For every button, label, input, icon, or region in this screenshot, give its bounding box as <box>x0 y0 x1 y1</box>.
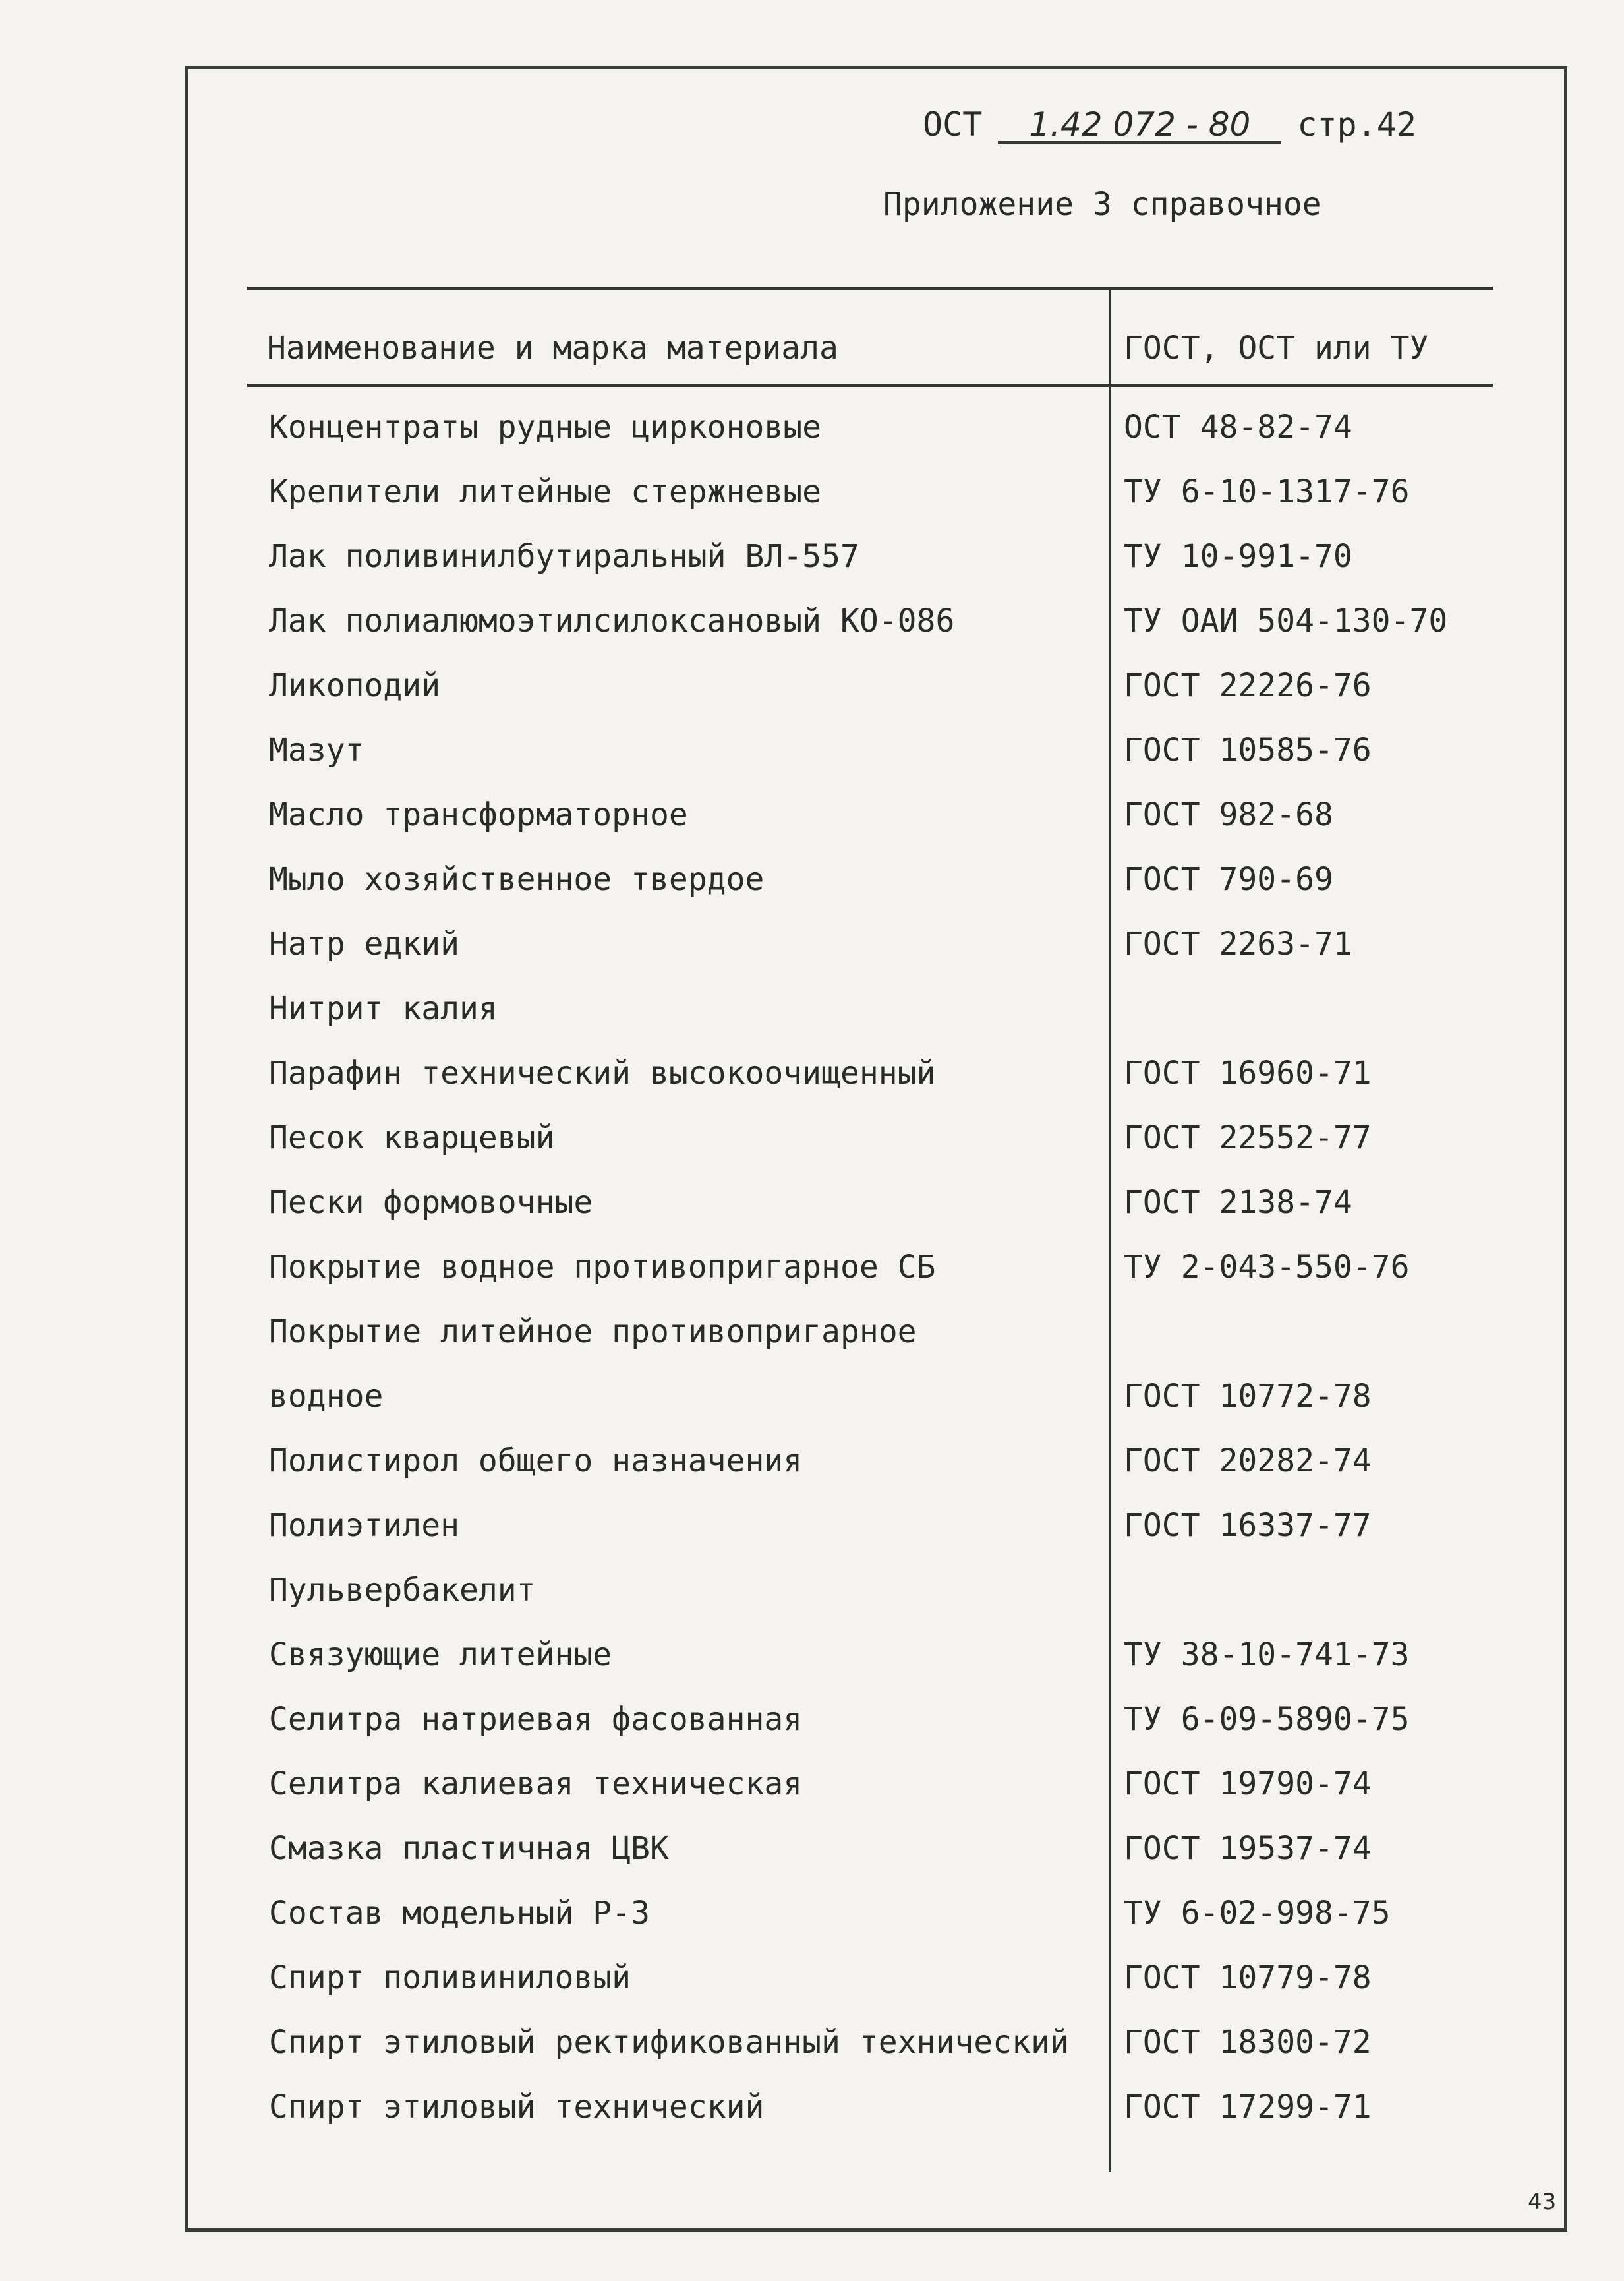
document-header <box>923 105 1416 144</box>
material-name: Масло трансформаторное <box>269 796 688 833</box>
material-standard: ГОСТ 10585-76 <box>1124 732 1372 769</box>
table-row <box>0 1895 1624 1959</box>
material-standard: ГОСТ 10772-78 <box>1124 1378 1372 1415</box>
material-standard: ГОСТ 790-69 <box>1124 861 1333 898</box>
table-top-rule <box>247 287 1493 290</box>
sheet-number: 43 <box>1528 2189 1557 2215</box>
ost-prefix: ОСТ <box>923 105 983 144</box>
material-standard: ГОСТ 19790-74 <box>1124 1765 1372 1802</box>
table-row <box>0 1636 1624 1701</box>
material-name: Смазка пластичная ЦВК <box>269 1830 669 1867</box>
material-name: Полиэтилен <box>269 1507 459 1544</box>
material-name: Селитра натриевая фасованная <box>269 1701 803 1738</box>
page-label: стр.42 <box>1297 105 1416 144</box>
material-name: Пески формовочные <box>269 1184 593 1221</box>
material-standard: ГОСТ 2138-74 <box>1124 1184 1352 1221</box>
material-standard: ТУ 6-02-998-75 <box>1124 1895 1391 1932</box>
table-row <box>0 1378 1624 1442</box>
material-standard: ТУ ОАИ 504-130-70 <box>1124 603 1448 639</box>
material-name: водное <box>269 1378 384 1415</box>
table-row <box>0 1507 1624 1572</box>
material-standard: ТУ 38-10-741-73 <box>1124 1636 1410 1673</box>
material-name: Песок кварцевый <box>269 1119 555 1156</box>
material-name: Покрытие водное противопригарное СБ <box>269 1249 936 1286</box>
table-row <box>0 796 1624 861</box>
table-header-rule <box>247 384 1493 387</box>
table-row <box>0 1959 1624 2024</box>
material-name: Концентраты рудные цирконовые <box>269 409 822 446</box>
table-row <box>0 1442 1624 1507</box>
material-name: Крепители литейные стержневые <box>269 473 822 510</box>
material-name: Мыло хозяйственное твердое <box>269 861 765 898</box>
material-name: Селитра калиевая техническая <box>269 1765 803 1802</box>
table-row <box>0 1055 1624 1119</box>
column-header-name: Наименование и марка материала <box>267 330 838 367</box>
table-row <box>0 1249 1624 1313</box>
material-standard: ОСТ 48-82-74 <box>1124 409 1352 446</box>
materials-table <box>0 409 1624 2153</box>
material-standard: ГОСТ 19537-74 <box>1124 1830 1372 1867</box>
material-standard: ГОСТ 982-68 <box>1124 796 1333 833</box>
table-row <box>0 1765 1624 1830</box>
material-name: Парафин технический высокоочищенный <box>269 1055 936 1092</box>
material-name: Пульвербакелит <box>269 1572 536 1609</box>
material-name: Состав модельный Р-3 <box>269 1895 650 1932</box>
material-standard: ТУ 6-10-1317-76 <box>1124 473 1410 510</box>
table-row <box>0 1119 1624 1184</box>
material-name: Ликоподий <box>269 667 441 704</box>
material-standard: ГОСТ 22552-77 <box>1124 1119 1372 1156</box>
table-row <box>0 1572 1624 1636</box>
table-row <box>0 1184 1624 1249</box>
table-row <box>0 926 1624 990</box>
table-row <box>0 2088 1624 2153</box>
material-name: Натр едкий <box>269 926 459 963</box>
material-name: Лак полиалюмоэтилсилоксановый КО-086 <box>269 603 955 639</box>
material-name: Мазут <box>269 732 364 769</box>
material-name: Спирт поливиниловый <box>269 1959 631 1996</box>
material-standard: ТУ 10-991-70 <box>1124 538 1352 575</box>
material-standard: ГОСТ 16337-77 <box>1124 1507 1372 1544</box>
material-name: Полистирол общего назначения <box>269 1442 803 1479</box>
material-standard: ГОСТ 2263-71 <box>1124 926 1352 963</box>
material-standard: ГОСТ 17299-71 <box>1124 2088 1372 2125</box>
material-standard: ТУ 2-043-550-76 <box>1124 1249 1410 1286</box>
material-standard: ГОСТ 22226-76 <box>1124 667 1372 704</box>
table-row <box>0 473 1624 538</box>
table-row <box>0 990 1624 1055</box>
material-name: Лак поливинилбутиральный ВЛ-557 <box>269 538 859 575</box>
material-name: Спирт этиловый ректификованный технический <box>269 2024 1069 2061</box>
material-name: Связующие литейные <box>269 1636 612 1673</box>
material-name: Нитрит калия <box>269 990 498 1027</box>
table-row <box>0 1701 1624 1765</box>
material-name: Покрытие литейное противопригарное <box>269 1313 917 1350</box>
column-header-standard: ГОСТ, ОСТ или ТУ <box>1124 330 1429 367</box>
material-standard: ГОСТ 16960-71 <box>1124 1055 1372 1092</box>
table-row <box>0 409 1624 473</box>
material-standard: ТУ 6-09-5890-75 <box>1124 1701 1410 1738</box>
material-standard: ГОСТ 20282-74 <box>1124 1442 1372 1479</box>
table-row <box>0 1830 1624 1895</box>
appendix-title: Приложение 3 справочное <box>883 186 1321 223</box>
material-standard: ГОСТ 10779-78 <box>1124 1959 1372 1996</box>
table-row <box>0 861 1624 926</box>
table-row <box>0 2024 1624 2088</box>
table-row <box>0 732 1624 796</box>
material-standard: ГОСТ 18300-72 <box>1124 2024 1372 2061</box>
table-row <box>0 667 1624 732</box>
table-row <box>0 1313 1624 1378</box>
material-name: Спирт этиловый технический <box>269 2088 765 2125</box>
table-row <box>0 603 1624 667</box>
table-row <box>0 538 1624 603</box>
ost-number: 1.42 072 - 80 <box>998 108 1281 144</box>
